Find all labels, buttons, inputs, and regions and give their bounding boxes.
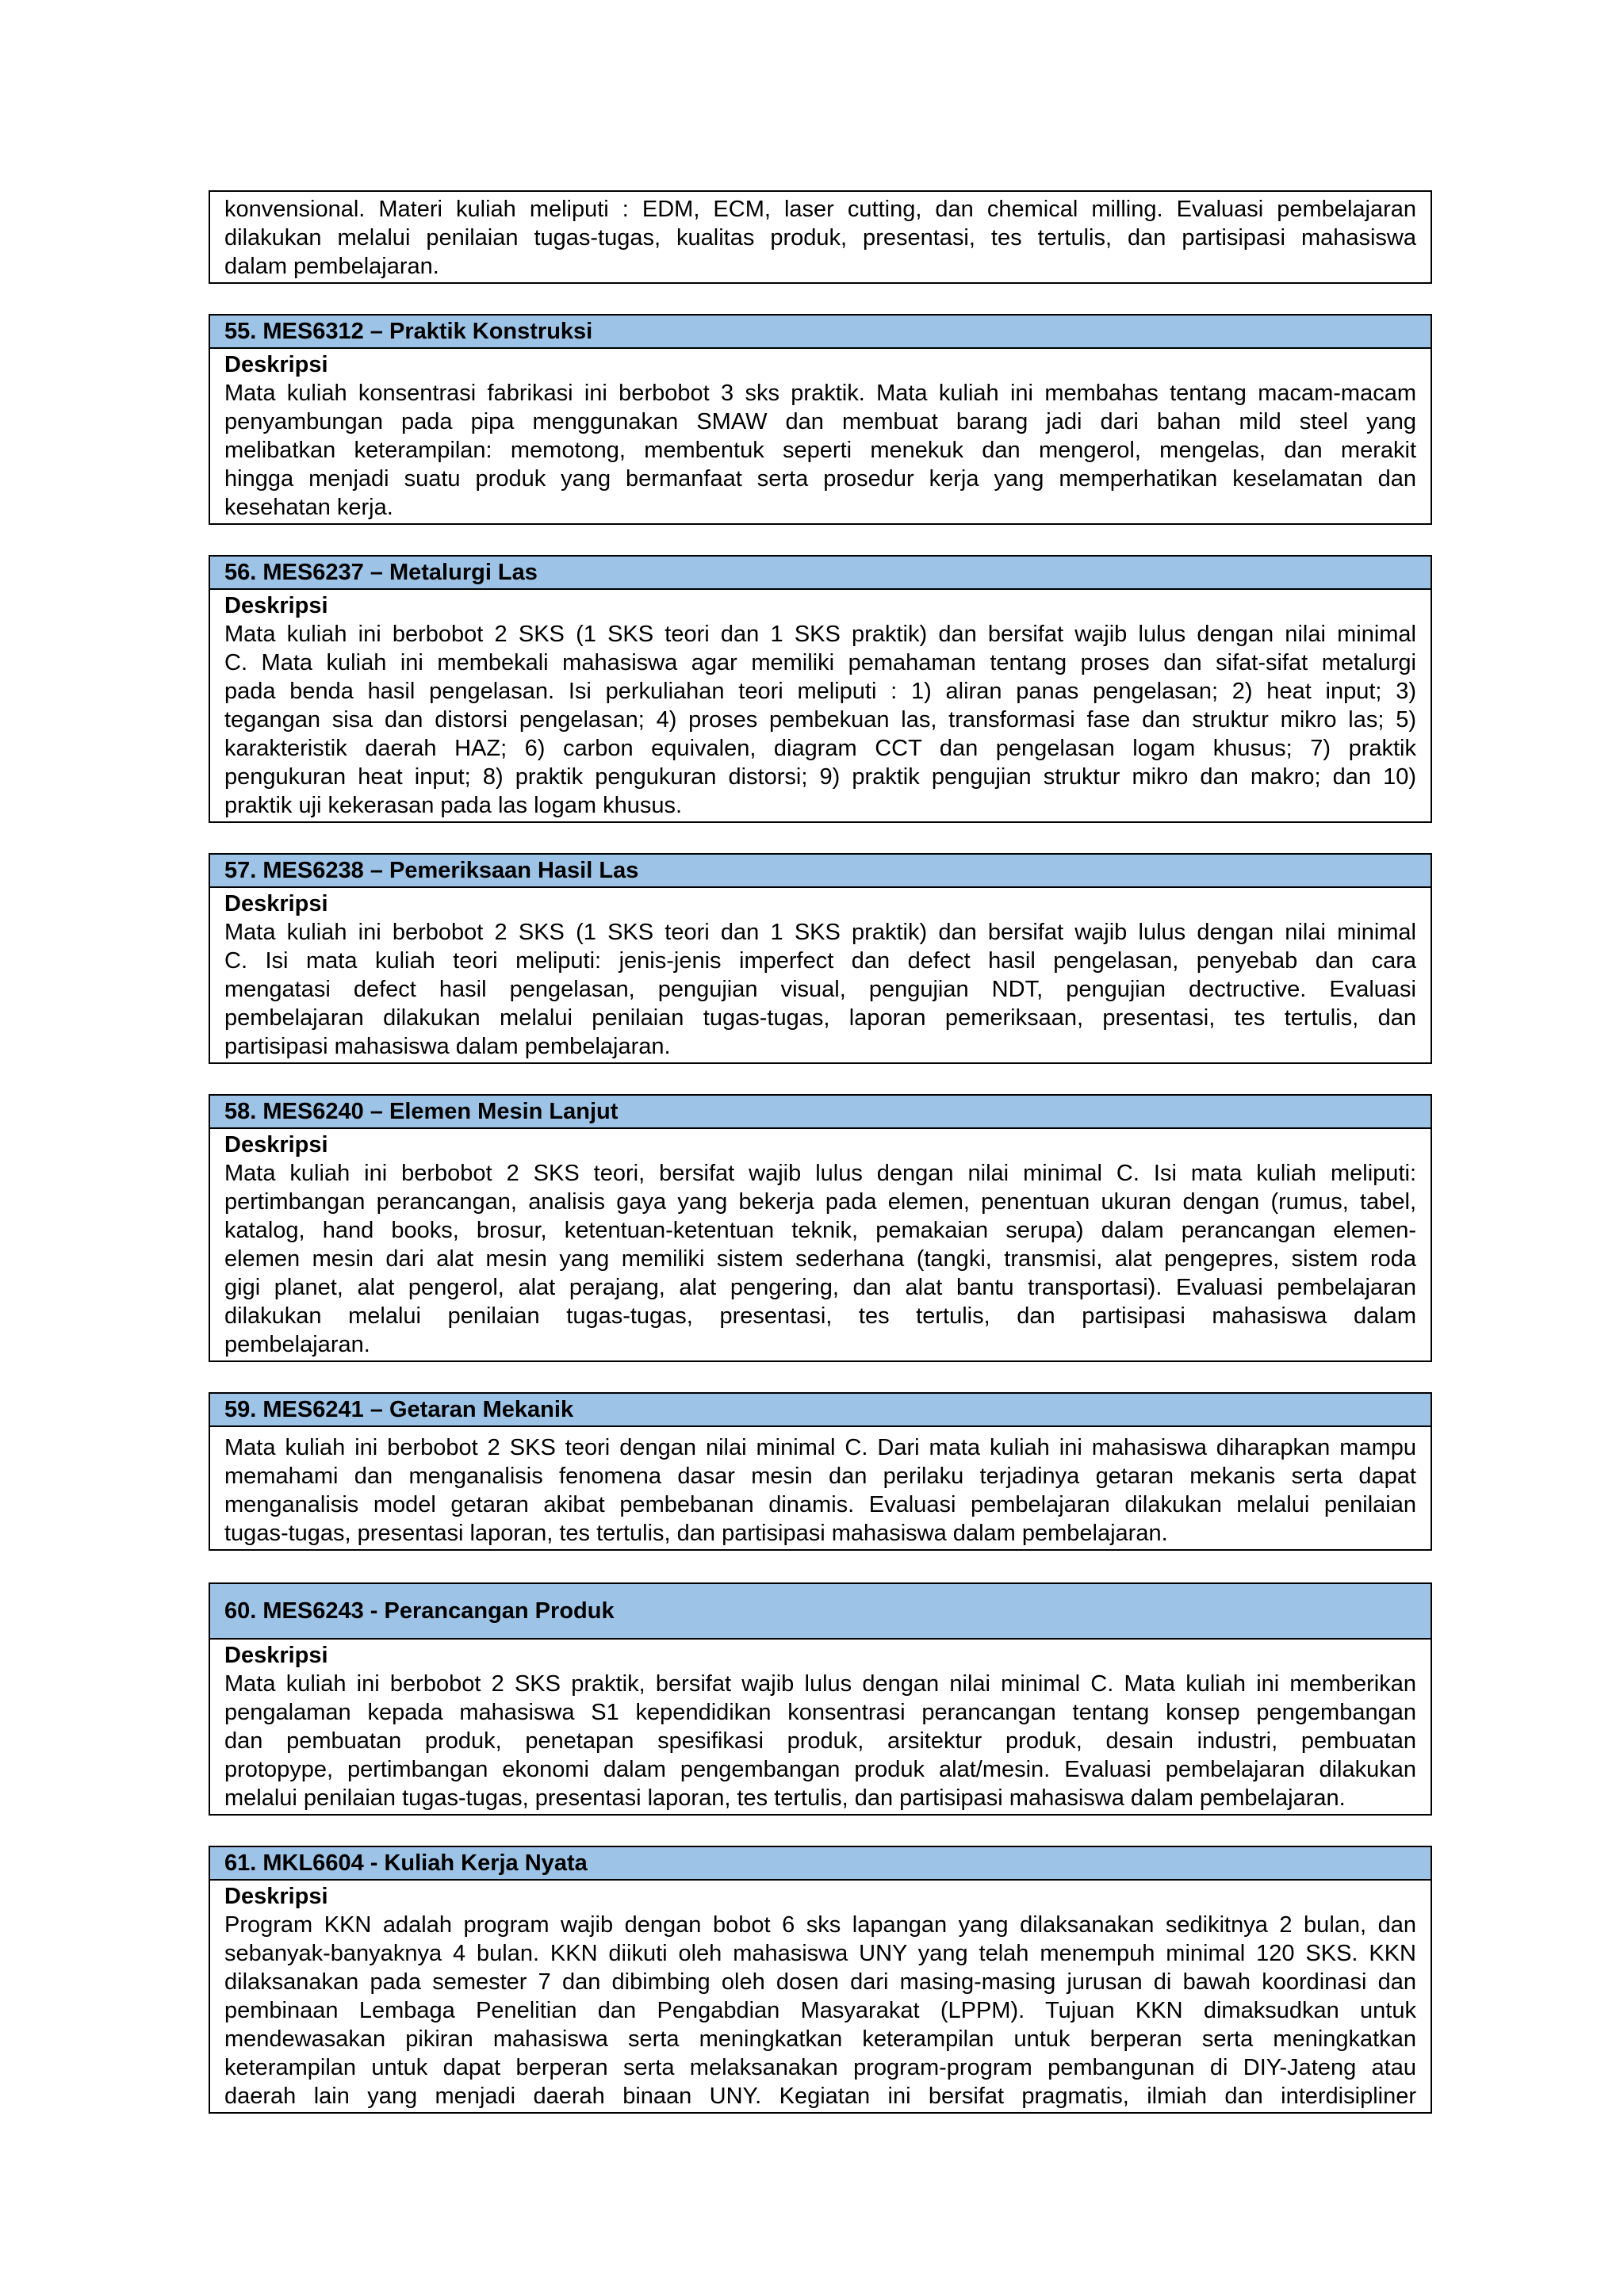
text-line: mengatasi defect hasil pengelasan, pengujian visual, pengujian NDT, pengujian dectructive. Evaluasi [224, 977, 1416, 1002]
course-list [209, 190, 1432, 2114]
text-line: tugas-tugas, presentasi laporan, tes tertulis, dan partisipasi mahasiswa dalam pembelajaran. [224, 1521, 1168, 1546]
course-description [224, 1433, 1416, 1548]
course-header: 55. MES6312 – Praktik Konstruksi [210, 316, 1431, 349]
text-line: praktik uji kekerasan pada las logam khusus. [224, 793, 683, 818]
text-line: dan pembuatan produk, penetapan spesifikasi produk, arsitektur produk, desain industri, pembuatan [224, 1728, 1416, 1754]
description-label: Deskripsi [224, 1643, 328, 1668]
course-header: 61. MKL6604 - Kuliah Kerja Nyata [210, 1847, 1431, 1881]
course-description [224, 1911, 1416, 2110]
text-line: pertimbangan perancangan, analisis gaya yang bekerja pada elemen, penentuan ukuran dengan (rumus, tabel, [224, 1189, 1416, 1215]
intro-continuation-box [209, 190, 1432, 284]
description-label: Deskripsi [224, 1132, 328, 1158]
text-line: pembinaan Lembaga Penelitian dan Pengabdian Masyarakat (LPPM). Tujuan KKN dimaksudkan untuk [224, 1998, 1416, 2023]
text-line: C. Isi mata kuliah teori meliputi: jenis-jenis imperfect dan defect hasil pengelasan, penyebab dan cara [224, 948, 1416, 974]
text-line: Mata kuliah ini berbobot 2 SKS (1 SKS teori dan 1 SKS praktik) dan bersifat wajib lulus dengan nilai minimal [224, 622, 1416, 647]
text-line: gigi planet, alat pengerol, alat perajang, alat pengering, dan alat bantu transportasi). Evaluasi pembelajaran [224, 1275, 1416, 1300]
course-box-60 [209, 1582, 1432, 1816]
text-line: katalog, hand books, brosur, ketentuan-ketentuan teknik, pemakaian serupa) dalam perancangan elemen- [224, 1218, 1416, 1243]
course-body [210, 1881, 1431, 2112]
course-body [210, 888, 1431, 1062]
course-body [210, 349, 1431, 523]
text-line: Mata kuliah ini berbobot 2 SKS (1 SKS teori dan 1 SKS praktik) dan bersifat wajib lulus dengan nilai minimal [224, 920, 1416, 945]
text-line: pembelajaran dilakukan melalui penilaian tugas-tugas, laporan pemeriksaan, presentasi, tes tertulis, dan [224, 1005, 1416, 1031]
course-header: 60. MES6243 - Perancangan Produk [210, 1584, 1431, 1640]
text-line: C. Mata kuliah ini membekali mahasiswa agar memiliki pemahaman tentang proses dan sifat-sifat metalurgi [224, 650, 1416, 675]
text-line: Program KKN adalah program wajib dengan bobot 6 sks lapangan yang dilaksanakan sedikitnya 2 bulan, dan [224, 1912, 1416, 1938]
text-line: karakteristik daerah HAZ; 6) carbon equivalen, diagram CCT dan pengelasan logam khusus; 7) praktik [224, 736, 1416, 761]
text-line: pembelajaran. [224, 1332, 370, 1357]
text-line: elemen mesin dari alat mesin yang memiliki sistem sederhana (tangki, transmisi, alat pengepres, sistem roda [224, 1246, 1416, 1272]
description-label: Deskripsi [224, 593, 328, 618]
text-line: menganalisis model getaran akibat pembebanan dinamis. Evaluasi pembelajaran dilakukan melalui penilaian [224, 1492, 1416, 1517]
description-label: Deskripsi [224, 1884, 328, 1909]
text-line: dilaksanakan pada semester 7 dan dibimbing oleh dosen dari masing-masing jurusan di bawah koordinasi dan [224, 1969, 1416, 1995]
text-line: protopype, pertimbangan ekonomi dalam pengembangan produk alat/mesin. Evaluasi pembelajaran dilakukan [224, 1757, 1416, 1782]
course-description [224, 379, 1416, 522]
course-description [224, 1159, 1416, 1359]
text-line: keterampilan untuk dapat berperan serta melaksanakan program-program pembangunan di DIY-Jateng atau [224, 2055, 1416, 2080]
text-line: partisipasi mahasiswa dalam pembelajaran. [224, 1034, 671, 1059]
text-line: tegangan sisa dan distorsi pengelasan; 4) proses pembekuan las, transformasi fase dan struktur mikro las; 5) [224, 707, 1416, 733]
text-line: melalui penilaian tugas-tugas, presentasi laporan, tes tertulis, dan partisipasi mahasiswa dalam pembelajaran. [224, 1785, 1346, 1811]
course-box-56 [209, 555, 1432, 823]
text-line: Mata kuliah ini berbobot 2 SKS teori dengan nilai minimal C. Dari mata kuliah ini mahasiswa diharapkan mampu [224, 1435, 1416, 1460]
text-line: konvensional. Materi kuliah meliputi : EDM, ECM, laser cutting, dan chemical milling. Evaluasi pembelajaran [224, 197, 1416, 222]
text-line: daerah lain yang menjadi daerah binaan UNY. Kegiatan ini bersifat pragmatis, ilmiah dan interdisipliner [224, 2084, 1416, 2109]
course-box-59 [209, 1392, 1432, 1551]
course-body [210, 1129, 1431, 1360]
text-line: pengukuran heat input; 8) praktik pengukuran distorsi; 9) praktik pengujian struktur mikro dan makro; dan 10) [224, 764, 1416, 790]
course-description [224, 1670, 1416, 1812]
text-line: mendewasakan pikiran mahasiswa serta meningkatkan keterampilan untuk berperan serta meningkatkan [224, 2026, 1416, 2052]
course-body [210, 1427, 1431, 1549]
intro-body [210, 192, 1431, 282]
text-line: sebanyak-banyaknya 4 bulan. KKN diikuti oleh mahasiswa UNY yang telah menempuh minimal 120 SKS. KKN [224, 1941, 1416, 1966]
course-header: 57. MES6238 – Pemeriksaan Hasil Las [210, 855, 1431, 888]
course-header: 56. MES6237 – Metalurgi Las [210, 557, 1431, 590]
text-line: hingga menjadi suatu produk yang bermanfaat serta prosedur kerja yang memperhatikan keselamatan dan [224, 466, 1416, 492]
text-line: Mata kuliah ini berbobot 2 SKS praktik, bersifat wajib lulus dengan nilai minimal C. Mata kuliah ini memberikan [224, 1671, 1416, 1697]
course-body [210, 1640, 1431, 1814]
text-line: memahami dan menganalisis fenomena dasar mesin dan perilaku terjadinya getaran mekanis serta dapat [224, 1464, 1416, 1489]
text-line: pengalaman kepada mahasiswa S1 kependidikan konsentrasi perancangan tentang konsep pengembangan [224, 1700, 1416, 1725]
course-box-57 [209, 853, 1432, 1064]
text-line: pada benda hasil pengelasan. Isi perkuliahan teori meliputi : 1) aliran panas pengelasan; 2) heat input; 3) [224, 679, 1416, 704]
course-description [224, 620, 1416, 820]
text-line: kesehatan kerja. [224, 495, 393, 520]
text-line: dilakukan melalui penilaian tugas-tugas, presentasi, tes tertulis, dan partisipasi mahasiswa dalam [224, 1303, 1416, 1329]
description-label: Deskripsi [224, 891, 328, 916]
intro-paragraph [224, 195, 1416, 281]
course-box-55 [209, 314, 1432, 525]
text-line: Mata kuliah konsentrasi fabrikasi ini berbobot 3 sks praktik. Mata kuliah ini membahas tentang macam-macam [224, 381, 1416, 406]
course-box-58 [209, 1094, 1432, 1362]
text-line: dalam pembelajaran. [224, 254, 439, 279]
course-header: 58. MES6240 – Elemen Mesin Lanjut [210, 1096, 1431, 1129]
course-description [224, 918, 1416, 1061]
text-line: Mata kuliah ini berbobot 2 SKS teori, bersifat wajib lulus dengan nilai minimal C. Isi mata kuliah meliputi: [224, 1161, 1416, 1186]
course-header: 59. MES6241 – Getaran Mekanik [210, 1394, 1431, 1427]
course-box-61 [209, 1846, 1432, 2114]
description-label: Deskripsi [224, 352, 328, 377]
text-line: dilakukan melalui penilaian tugas-tugas, kualitas produk, presentasi, tes tertulis, dan partisipasi mahasiswa [224, 225, 1416, 251]
course-body [210, 590, 1431, 821]
text-line: melibatkan keterampilan: memotong, membentuk seperti menekuk dan mengerol, mengelas, dan merakit [224, 438, 1416, 463]
text-line: penyambungan pada pipa menggunakan SMAW dan membuat barang jadi dari bahan mild steel yang [224, 409, 1416, 434]
